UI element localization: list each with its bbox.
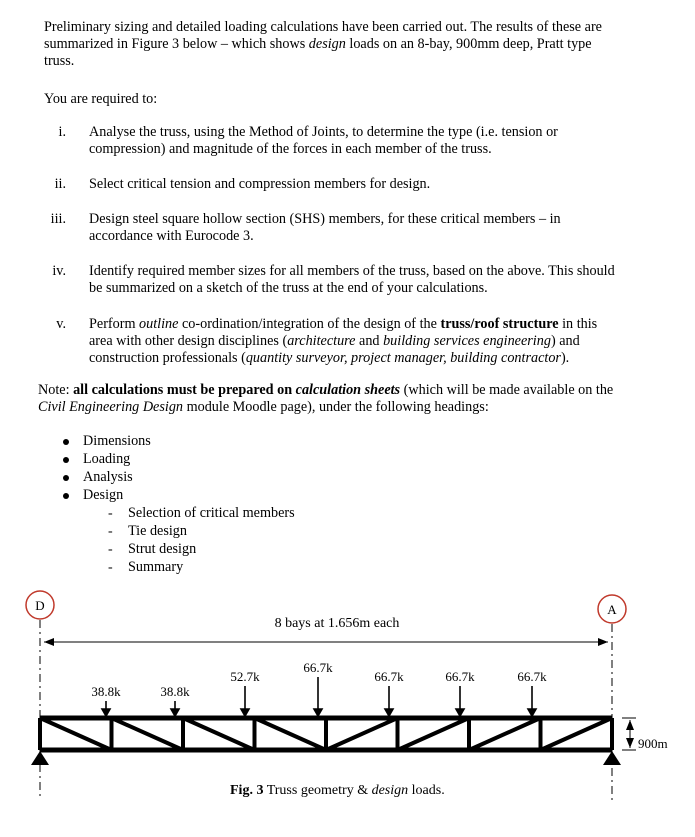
support-d-label: D xyxy=(35,598,45,613)
load-label-6: 66.7k xyxy=(445,669,475,684)
heading-dimensions: Dimensions xyxy=(83,433,151,449)
dash-icon: - xyxy=(108,524,113,539)
heading-design: Design xyxy=(83,487,124,503)
task-4: Identify required member sizes for all members of the truss, based on the above. This should be summarized on a sketch of the truss at the end of your calculations. xyxy=(89,263,615,296)
required-label: You are required to: xyxy=(44,91,158,107)
intro-line-1: Preliminary sizing and detailed loading calculations have been carried out. The results of these are xyxy=(44,19,602,35)
subheading-tie: Tie design xyxy=(128,523,187,539)
figure-caption: Fig. 3 Truss geometry & design loads. xyxy=(230,783,445,798)
subheading-summary: Summary xyxy=(128,559,184,575)
support-d-triangle xyxy=(31,751,49,765)
depth-label: 900m xyxy=(638,736,668,751)
task-number-2: ii. xyxy=(54,176,66,192)
support-a-triangle xyxy=(603,751,621,765)
intro-line-3: truss. xyxy=(44,53,75,69)
intro-line-2: summarized in Figure 3 below – which shows design loads on an 8-bay, 900mm deep, Pratt type xyxy=(44,36,592,52)
task-number-3: iii. xyxy=(50,211,66,227)
task-number-1: i. xyxy=(58,124,66,140)
task-number-5: v. xyxy=(56,316,66,332)
task-3: Design steel square hollow section (SHS) members, for these critical members – in accordance with Eurocode 3. xyxy=(89,211,561,244)
task-5: Perform outline co-ordination/integration of the design of the truss/roof structure in this area with other design disciplines (architecture and building services engineering) and construction professionals (quantity surveyor, project manager, building contractor). xyxy=(89,316,598,366)
truss-body xyxy=(40,718,612,750)
load-label-2: 38.8k xyxy=(160,684,190,699)
load-label-1: 38.8k xyxy=(91,684,121,699)
support-a-label: A xyxy=(607,602,617,617)
dash-icon: - xyxy=(108,542,113,557)
subheading-strut: Strut design xyxy=(128,541,197,557)
load-label-7: 66.7k xyxy=(517,669,547,684)
span-label: 8 bays at 1.656m each xyxy=(274,616,400,631)
dash-icon: - xyxy=(108,506,113,521)
load-label-5: 66.7k xyxy=(374,669,404,684)
dash-icon: - xyxy=(108,560,113,575)
note-paragraph: Note: all calculations must be prepared on calculation sheets (which will be made available on the Civil Engineering Design module Moodle page), under the following headings: xyxy=(38,382,614,415)
task-1: Analyse the truss, using the Method of Joints, to determine the type (i.e. tension or compression) and magnitude of the forces in each member of the truss. xyxy=(89,124,558,157)
task-2: Select critical tension and compression members for design. xyxy=(89,176,431,192)
subheading-selection: Selection of critical members xyxy=(128,505,295,521)
load-label-4: 66.7k xyxy=(303,660,333,675)
heading-analysis: Analysis xyxy=(83,469,133,485)
load-label-3: 52.7k xyxy=(230,669,260,684)
task-number-4: iv. xyxy=(52,263,66,279)
heading-loading: Loading xyxy=(83,451,131,467)
